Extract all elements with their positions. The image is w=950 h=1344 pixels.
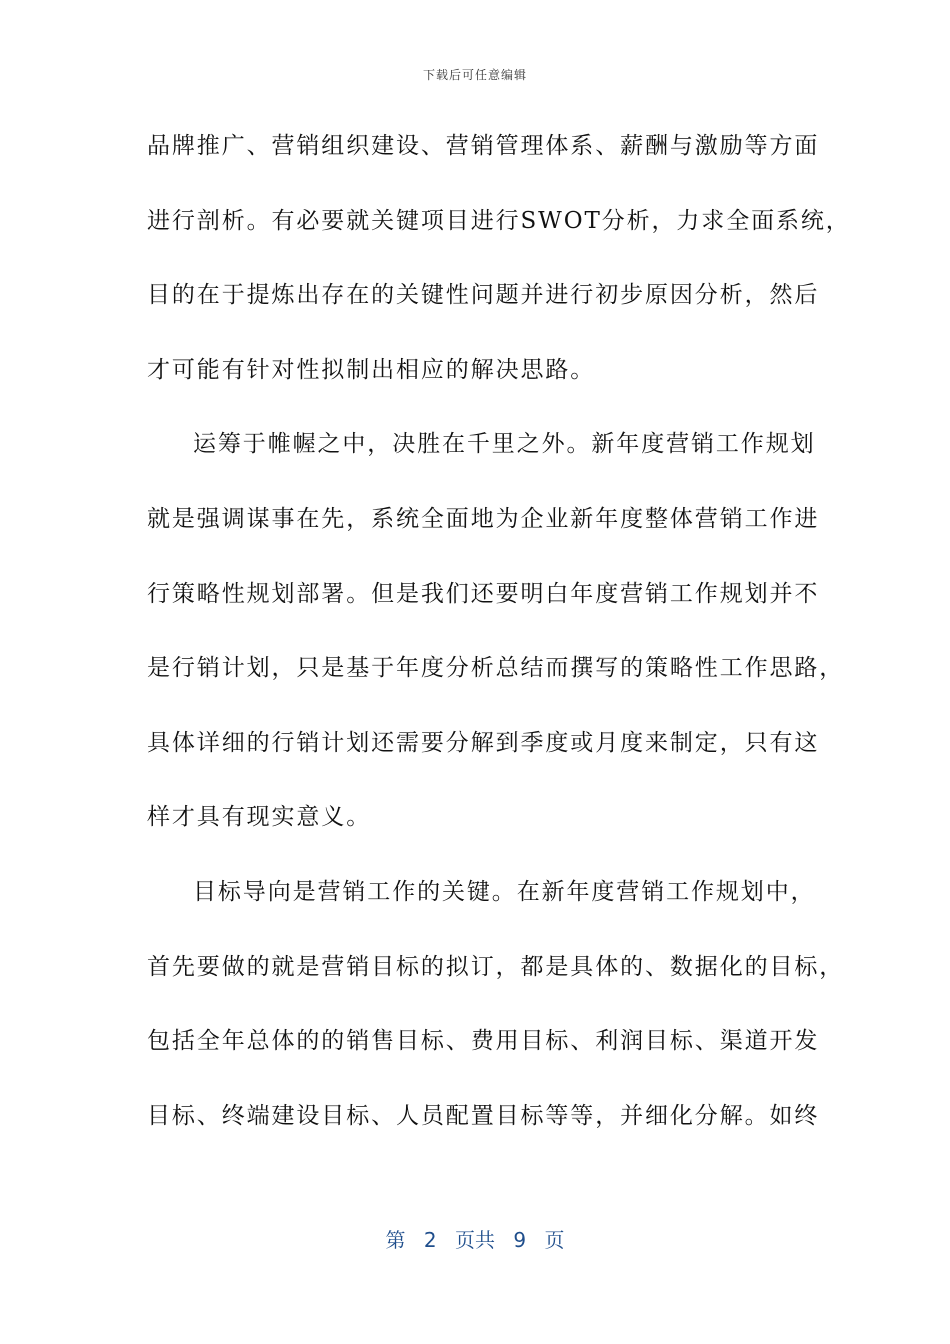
paragraph-first-line: 目标导向是营销工作的关键。在新年度营销工作规划中， bbox=[193, 878, 816, 905]
text-line: 是行销计划，只是基于年度分析总结而撰写的策略性工作思路， bbox=[147, 655, 845, 682]
text-line: 就是强调谋事在先，系统全面地为企业新年度整体营销工作进 bbox=[147, 505, 820, 532]
total-pages-number: 9 bbox=[513, 1228, 527, 1252]
text-line: 行策略性规划部署。但是我们还要明白年度营销工作规划并不 bbox=[147, 580, 820, 607]
text-line: 进行剖析。有必要就关键项目进行SWOT分析，力求全面系统， bbox=[147, 207, 851, 234]
footer-prefix: 第 bbox=[385, 1228, 406, 1252]
text-line: 才可能有针对性拟制出相应的解决思路。 bbox=[147, 356, 596, 383]
footer-suffix: 页 bbox=[544, 1228, 565, 1252]
page-footer bbox=[0, 1224, 950, 1253]
text-line: 品牌推广、营销组织建设、营销管理体系、薪酬与激励等方面 bbox=[147, 133, 820, 159]
text-line: 目的在于提炼出存在的关键性问题并进行初步原因分析，然后 bbox=[147, 282, 820, 309]
text-line: 目标、终端建设目标、人员配置目标等等，并细化分解。如终 bbox=[147, 1102, 820, 1129]
header-note: 下载后可任意编辑 bbox=[422, 68, 527, 82]
text-line: 首先要做的就是营销目标的拟订，都是具体的、数据化的目标， bbox=[147, 953, 845, 980]
footer-middle: 页共 bbox=[455, 1228, 495, 1252]
paragraph-first-line: 运筹于帷幄之中，决胜在千里之外。新年度营销工作规划 bbox=[193, 431, 816, 458]
text-line: 样才具有现实意义。 bbox=[147, 804, 372, 831]
text-line: 具体详细的行销计划还需要分解到季度或月度来制定，只有这 bbox=[147, 729, 820, 756]
document-body bbox=[147, 126, 851, 1170]
current-page-number: 2 bbox=[423, 1228, 437, 1252]
text-line: 包括全年总体的的销售目标、费用目标、利润目标、渠道开发 bbox=[147, 1028, 820, 1055]
